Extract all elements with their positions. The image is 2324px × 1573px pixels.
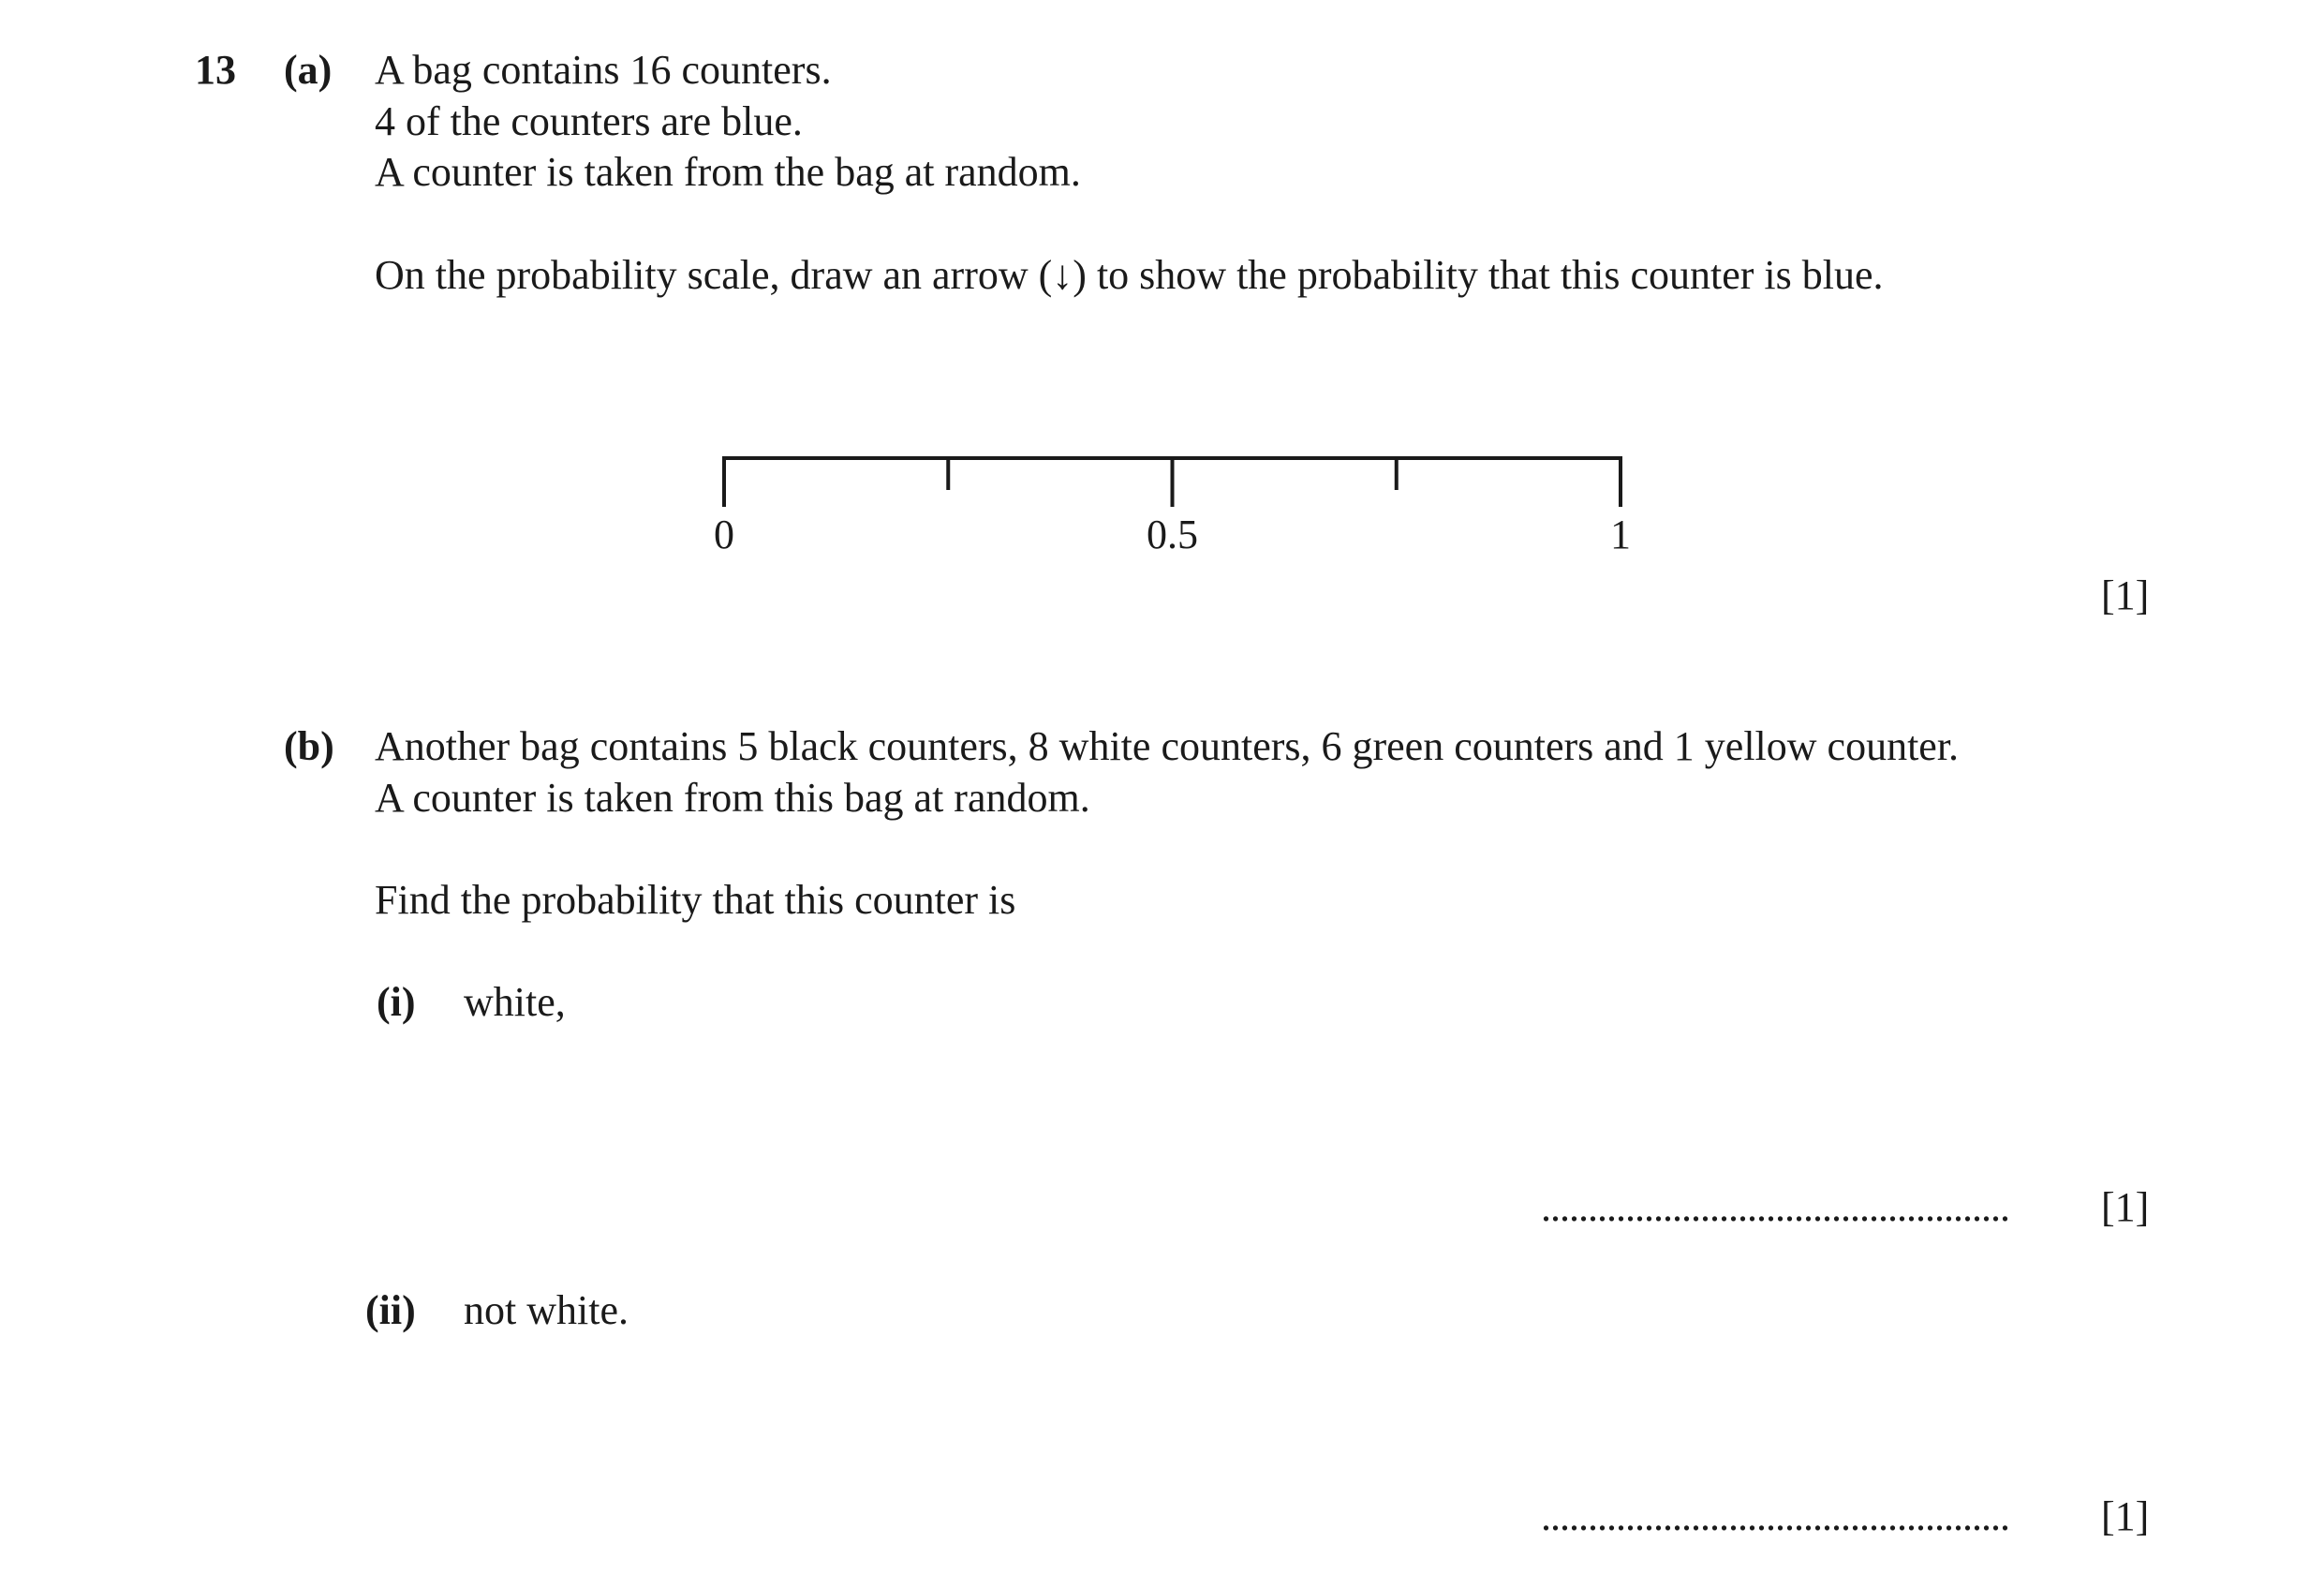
part-b-label: (b) [284,723,334,769]
sub-ii-text: not white. [464,1287,629,1333]
part-a-marks: [1] [2101,572,2150,618]
sub-ii-answer-line[interactable]: .................................................. [1541,1493,2009,1539]
sub-ii-label: (ii) [365,1287,416,1333]
scale-tick-label: 1 [1610,512,1631,557]
sub-i-text: white, [464,979,566,1025]
part-a-line-3: A counter is taken from the bag at random. [375,149,1081,195]
part-a-line-2: 4 of the counters are blue. [375,98,803,144]
part-a-instruction: On the probability scale, draw an arrow (↓) to show the probability that this counter is blue. [375,252,1884,298]
sub-ii-marks: [1] [2101,1493,2150,1539]
scale-tick-label: 0 [714,512,734,557]
part-a-line-1: A bag contains 16 counters. [375,47,832,93]
part-b-prompt: Find the probability that this counter is [375,877,1016,923]
sub-i-marks: [1] [2101,1184,2150,1230]
part-a-label: (a) [284,47,333,93]
scale-tick-label: 0.5 [1147,512,1198,557]
sub-i-answer-line[interactable]: .................................................. [1541,1184,2009,1230]
part-b-line-2: A counter is taken from this bag at random. [375,775,1090,821]
part-b-line-1: Another bag contains 5 black counters, 8 white counters, 6 green counters and 1 yellow counter. [375,723,1960,769]
sub-i-label: (i) [377,979,416,1025]
question-number: 13 [195,47,236,93]
